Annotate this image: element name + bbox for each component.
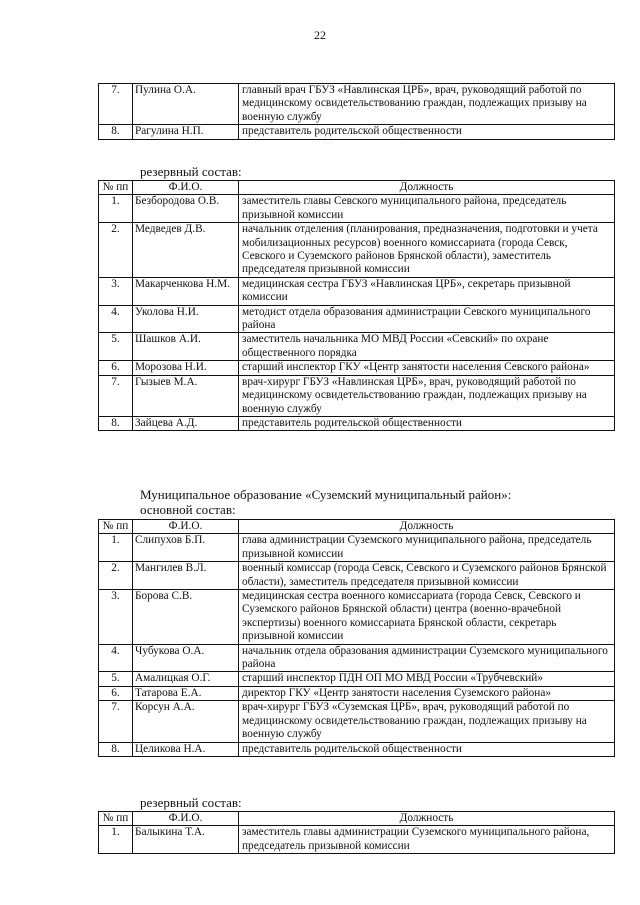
table-row: [99, 534, 615, 562]
member-name: Гызыев М.А.: [133, 375, 239, 416]
table-row: [99, 742, 615, 756]
member-name: Пулина О.А.: [133, 84, 239, 125]
table-row: [99, 333, 615, 361]
member-name: Амалицкая О.Г.: [133, 672, 239, 686]
row-number: 5.: [99, 672, 133, 686]
member-position: главный врач ГБУЗ «Навлинская ЦРБ», врач, руководящий работой по медицинскому освидетельствованию граждан, подлежащих призыву на военную службу: [239, 84, 615, 125]
table-header-row: [99, 520, 615, 534]
section-heading-reserve-sevsk: резервный состав:: [140, 164, 242, 179]
section-heading-reserve-suzemka: резервный состав:: [140, 795, 242, 810]
page-number: 22: [314, 28, 326, 42]
member-name: Борова С.В.: [133, 590, 239, 645]
table-row: [99, 361, 615, 375]
table-row: [99, 701, 615, 742]
members-table-continued: [98, 83, 615, 140]
member-name: Корсун А.А.: [133, 701, 239, 742]
row-number: 2.: [99, 562, 133, 590]
column-header-number: № пп: [99, 520, 133, 534]
reserve-composition-table-sevsk: [98, 180, 615, 431]
row-number: 8.: [99, 125, 133, 139]
member-position: медицинская сестра ГБУЗ «Навлинская ЦРБ», секретарь призывной комиссии: [239, 277, 615, 305]
table-row: [99, 84, 615, 125]
section-heading-suzemka: [140, 487, 511, 517]
row-number: 2.: [99, 223, 133, 278]
table-row: [99, 195, 615, 223]
row-number: 1.: [99, 195, 133, 223]
member-position: представитель родительской общественности: [239, 742, 615, 756]
column-header-position: Должность: [239, 520, 615, 534]
column-header-position: Должность: [239, 181, 615, 195]
member-position: старший инспектор ГКУ «Центр занятости населения Севского района»: [239, 361, 615, 375]
member-position: заместитель главы администрации Суземского муниципального района, председатель призывной комиссии: [239, 826, 615, 854]
member-name: Макарченкова Н.М.: [133, 277, 239, 305]
table-row: [99, 686, 615, 700]
member-name: Уколова Н.И.: [133, 305, 239, 333]
row-number: 7.: [99, 701, 133, 742]
table-body: [99, 84, 615, 140]
member-position: глава администрации Суземского муниципального района, председатель призывной комиссии: [239, 534, 615, 562]
row-number: 7.: [99, 375, 133, 416]
composition-subtitle: основной состав:: [140, 502, 236, 517]
table-row: [99, 416, 615, 430]
member-name: Мангилев В.Л.: [133, 562, 239, 590]
table-body: [99, 195, 615, 431]
table-row: [99, 125, 615, 139]
table-row: [99, 562, 615, 590]
member-name: Зайцева А.Д.: [133, 416, 239, 430]
table-header-row: [99, 812, 615, 826]
column-header-number: № пп: [99, 812, 133, 826]
member-name: Чубукова О.А.: [133, 644, 239, 672]
municipality-title: Муниципальное образование «Суземский муниципальный район»:: [140, 487, 512, 502]
member-position: начальник отделения (планирования, предназначения, подготовки и учета мобилизационных ресурсов) военного комиссариата (города Севск, Севского и Суземского районов Брянской области), заместитель председателя призывной комиссии: [239, 223, 615, 278]
member-name: Балыкина Т.А.: [133, 826, 239, 854]
row-number: 3.: [99, 277, 133, 305]
column-header-name: Ф.И.О.: [133, 181, 239, 195]
member-name: Медведев Д.В.: [133, 223, 239, 278]
member-name: Шашков А.И.: [133, 333, 239, 361]
member-position: методист отдела образования администрации Севского муниципального района: [239, 305, 615, 333]
row-number: 7.: [99, 84, 133, 125]
member-position: старший инспектор ПДН ОП МО МВД России «Трубчевский»: [239, 672, 615, 686]
reserve-composition-table-suzemka: [98, 811, 615, 854]
row-number: 5.: [99, 333, 133, 361]
table-header-row: [99, 181, 615, 195]
member-position: медицинская сестра военного комиссариата (города Севск, Севского и Суземского районов Брянской области) центра (военно-врачебной экспертизы) военного комиссариата Брянской области, секретарь призывной комиссии: [239, 590, 615, 645]
row-number: 1.: [99, 826, 133, 854]
column-header-position: Должность: [239, 812, 615, 826]
column-header-name: Ф.И.О.: [133, 520, 239, 534]
row-number: 4.: [99, 305, 133, 333]
row-number: 8.: [99, 416, 133, 430]
member-position: представитель родительской общественности: [239, 125, 615, 139]
row-number: 6.: [99, 686, 133, 700]
table-row: [99, 644, 615, 672]
member-position: врач-хирург ГБУЗ «Навлинская ЦРБ», врач, руководящий работой по медицинскому освидетельствованию граждан, подлежащих призыву на военную службу: [239, 375, 615, 416]
table-row: [99, 223, 615, 278]
member-name: Морозова Н.И.: [133, 361, 239, 375]
row-number: 4.: [99, 644, 133, 672]
table-row: [99, 826, 615, 854]
table-row: [99, 590, 615, 645]
member-name: Безбородова О.В.: [133, 195, 239, 223]
member-position: начальник отдела образования администрации Суземского муниципального района: [239, 644, 615, 672]
member-position: представитель родительской общественности: [239, 416, 615, 430]
row-number: 1.: [99, 534, 133, 562]
table-row: [99, 375, 615, 416]
member-name: Рагулина Н.П.: [133, 125, 239, 139]
member-position: врач-хирург ГБУЗ «Суземская ЦРБ», врач, руководящий работой по медицинскому освидетельствованию граждан, подлежащих призыву на военную службу: [239, 701, 615, 742]
member-position: заместитель начальника МО МВД России «Севский» по охране общественного порядка: [239, 333, 615, 361]
table-body: [99, 534, 615, 757]
column-header-number: № пп: [99, 181, 133, 195]
member-name: Целикова Н.А.: [133, 742, 239, 756]
table-row: [99, 672, 615, 686]
row-number: 8.: [99, 742, 133, 756]
row-number: 3.: [99, 590, 133, 645]
table-body: [99, 826, 615, 854]
table-row: [99, 305, 615, 333]
member-position: заместитель главы Севского муниципального района, председатель призывной комиссии: [239, 195, 615, 223]
member-position: военный комиссар (города Севск, Севского и Суземского районов Брянской области), заместитель председателя призывной комиссии: [239, 562, 615, 590]
main-composition-table-suzemka: [98, 519, 615, 757]
row-number: 6.: [99, 361, 133, 375]
member-position: директор ГКУ «Центр занятости населения Суземского района»: [239, 686, 615, 700]
member-name: Татарова Е.А.: [133, 686, 239, 700]
table-row: [99, 277, 615, 305]
member-name: Слипухов Б.П.: [133, 534, 239, 562]
column-header-name: Ф.И.О.: [133, 812, 239, 826]
